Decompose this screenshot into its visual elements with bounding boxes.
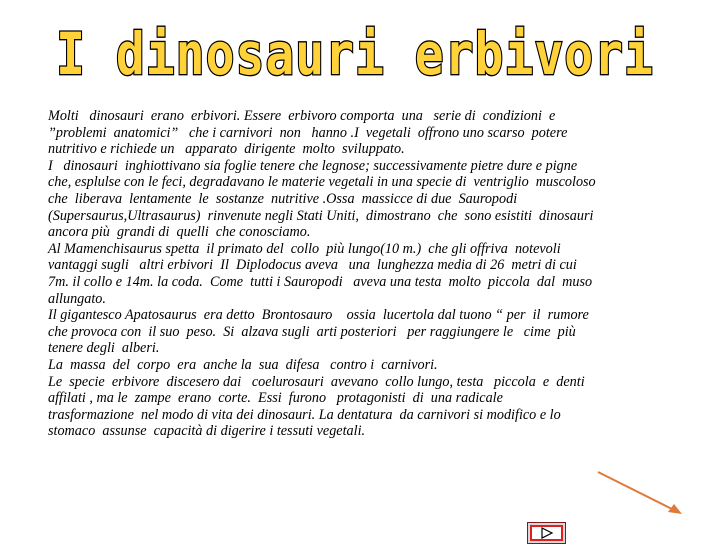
- body-line: 7m. il collo e 14m. la coda. Come tutti i Sauropodi aveva una testa molto piccola dal muso: [48, 273, 593, 290]
- body-line: che liberava lentamente le sostanze nutritive .Ossa massicce di due Sauropodi: [48, 190, 518, 207]
- body-line: affilati , ma le zampe erano corte. Essi furono protagonisti di una radicale: [48, 390, 503, 407]
- body-line: (Supersaurus,Ultrasaurus) rinvenute negli Stati Uniti, dimostrano che sono esistiti dinosauri: [48, 207, 594, 224]
- next-button-face[interactable]: [530, 525, 563, 541]
- body-line: La massa del corpo era anche la sua difesa contro i carnivori.: [48, 356, 438, 373]
- body-line: allungato.: [48, 290, 106, 307]
- arrow-icon: [596, 470, 686, 520]
- body-line: trasformazione nel modo di vita dei dinosauri. La dentatura da carnivori si modifico e lo: [48, 406, 561, 423]
- page-title-text: I dinosauri erbivori: [56, 20, 654, 89]
- body-line: Le specie erbivore discesero dai coelurosauri avevano collo lungo, testa piccola e denti: [48, 373, 585, 390]
- body-line: ”problemi anatomici” che i carnivori non hanno .I vegetali offrono uno scarso potere: [48, 124, 568, 141]
- body-line: stomaco assunse capacità di digerire i tessuti vegetali.: [48, 423, 366, 440]
- play-triangle-icon: [541, 527, 553, 539]
- body-line: Molti dinosauri erano erbivori. Essere erbivoro comporta una serie di condizioni e: [48, 108, 556, 124]
- body-line: che, esplulse con le feci, degradavano le materie vegetali in una specie di ventriglio muscoloso: [48, 174, 596, 191]
- next-slide-button[interactable]: [527, 522, 566, 544]
- body-line: Al Mamenchisaurus spetta il primato del collo più lungo(10 m.) che gli offriva notevoli: [48, 240, 561, 257]
- article-body: [48, 108, 698, 440]
- page-title: [56, 20, 654, 92]
- body-line: che provoca con il suo peso. Si alzava sugli arti posteriori per raggiungere le cime più: [48, 323, 576, 340]
- body-line: I dinosauri inghiottivano sia foglie tenere che legnose; successivamente pietre dure e pigne: [48, 157, 578, 174]
- body-line: ancora più grandi di quelli che conosciamo.: [48, 224, 311, 241]
- body-line: tenere degli alberi.: [48, 340, 160, 357]
- body-line: Il gigantesco Apatosaurus era detto Brontosauro ossia lucertola dal tuono “ per il rumore: [48, 307, 589, 324]
- body-line: nutritivo e richiede un apparato dirigente molto sviluppato.: [48, 141, 405, 158]
- body-line: vantaggi sugli altri erbivori Il Diplodocus aveva una lunghezza media di 26 metri di cui: [48, 257, 577, 274]
